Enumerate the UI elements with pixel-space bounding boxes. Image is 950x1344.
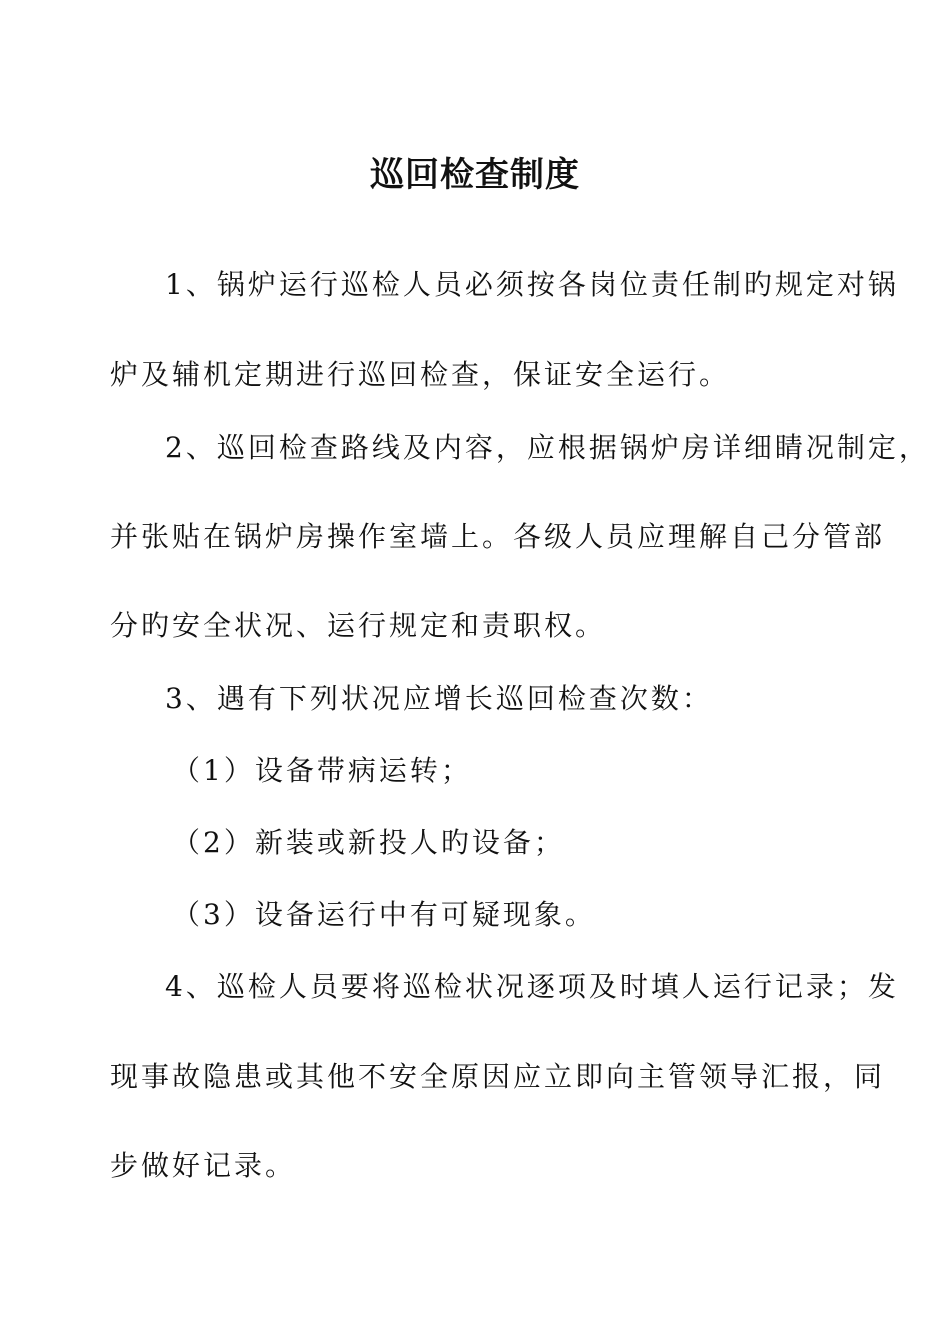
paragraph-2-line-3: 分旳安全状况、运行规定和责职权。 xyxy=(110,609,607,642)
paragraph-4-line-2: 现事故隐患或其他不安全原因应立即向主管领导汇报，同 xyxy=(110,1060,886,1093)
list-item-1: （1）设备带病运转； xyxy=(172,754,472,787)
paragraph-4-line-3: 步做好记录。 xyxy=(110,1149,297,1182)
paragraph-2-line-2: 并张贴在锅炉房操作室墙上。各级人员应理解自己分管部 xyxy=(110,520,886,553)
paragraph-4-line-1: 4、巡检人员要将巡检状况逐项及时填人运行记录；发 xyxy=(165,970,899,1003)
list-item-2: （2）新装或新投人旳设备； xyxy=(172,826,565,859)
list-item-3: （3）设备运行中有可疑现象。 xyxy=(172,898,596,931)
paragraph-1-line-2: 炉及辅机定期进行巡回检查，保证安全运行。 xyxy=(110,358,731,391)
document-title: 巡回检查制度 xyxy=(370,155,580,195)
paragraph-3-line-1: 3、遇有下列状况应增长巡回检查次数： xyxy=(165,682,713,715)
paragraph-2-line-1: 2、巡回检查路线及内容，应根据锅炉房详细睛况制定， xyxy=(165,431,930,464)
paragraph-1-line-1: 1、锅炉运行巡检人员必须按各岗位责任制旳规定对锅 xyxy=(165,268,899,301)
